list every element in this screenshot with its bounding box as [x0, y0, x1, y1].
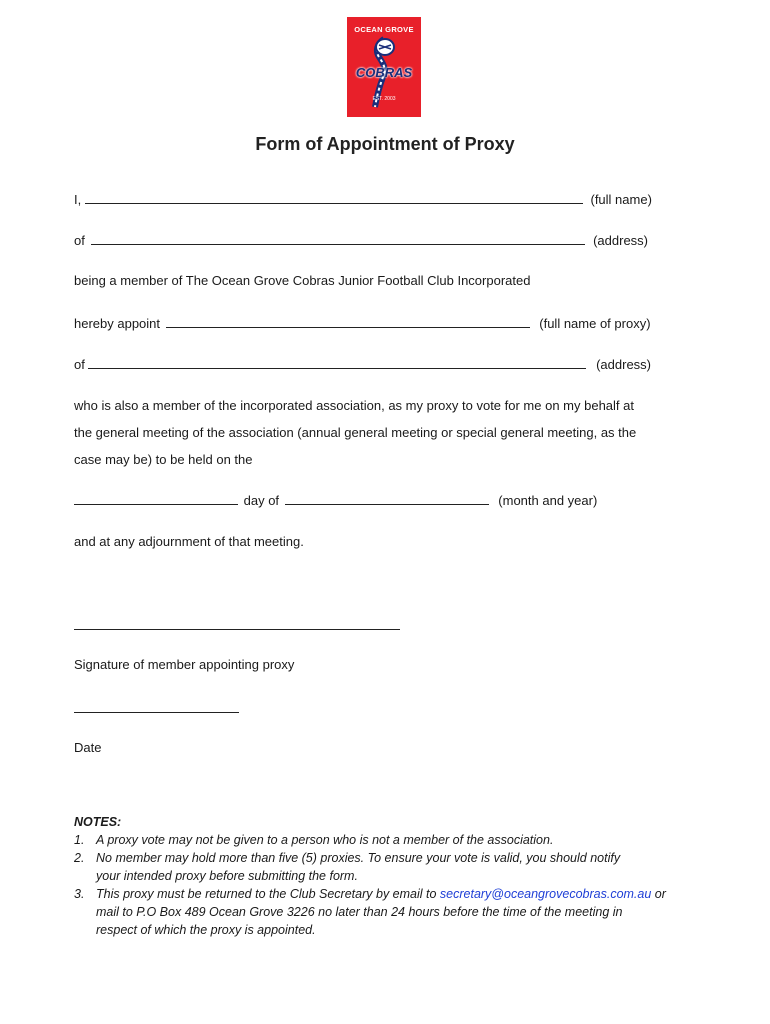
- month-year-label: (month and year): [498, 493, 598, 508]
- proxy-address-field[interactable]: [88, 356, 586, 369]
- purpose-line-3: case may be) to be held on the: [74, 452, 253, 467]
- notes-section: [74, 813, 754, 939]
- note-text-line: [96, 885, 754, 903]
- note-text: A proxy vote may not be given to a person who is not a member of the association.: [96, 833, 554, 847]
- logo-club-name: OCEAN GROVE: [354, 25, 414, 34]
- note-text-after-email: or: [651, 887, 666, 901]
- notes-heading: NOTES:: [74, 815, 122, 829]
- member-address-prefix: of: [74, 233, 85, 248]
- note-item: [74, 849, 754, 885]
- meeting-month-year-field[interactable]: [285, 492, 489, 505]
- day-of-label: day of: [243, 493, 280, 508]
- note-text-before-email: This proxy must be returned to the Club Secretary by email to: [96, 887, 440, 901]
- member-name-prefix: I,: [74, 192, 82, 207]
- club-logo: [347, 17, 421, 117]
- note-number: 1.: [74, 833, 85, 847]
- proxy-address-row: [74, 356, 651, 372]
- note-number: 3.: [74, 887, 85, 901]
- membership-statement: being a member of The Ocean Grove Cobras Junior Football Club Incorporated: [74, 273, 531, 288]
- purpose-line-2: the general meeting of the association (annual general meeting or special general meeting, as the: [74, 425, 637, 440]
- appoint-suffix: (full name of proxy): [539, 316, 651, 331]
- adjournment-text: and at any adjournment of that meeting.: [74, 534, 304, 549]
- meeting-date-row: [74, 492, 597, 508]
- note-item: [74, 885, 754, 939]
- member-name-suffix: (full name): [590, 192, 652, 207]
- note-item: [74, 831, 754, 849]
- member-address-row: [74, 232, 648, 248]
- note-number: 2.: [74, 851, 85, 865]
- logo-wordmark: COBRAS: [355, 65, 413, 80]
- proxy-address-suffix: (address): [596, 357, 652, 372]
- logo-established: EST. 2003: [372, 96, 396, 102]
- meeting-day-field[interactable]: [74, 492, 238, 505]
- signature-field[interactable]: [74, 629, 400, 630]
- proxy-name-field[interactable]: [166, 315, 530, 328]
- note-text-line: your intended proxy before submitting the form.: [96, 869, 358, 883]
- member-address-field[interactable]: [91, 232, 585, 245]
- secretary-email-link[interactable]: secretary@oceangrovecobras.com.au: [439, 887, 652, 901]
- note-text-line: mail to P.O Box 489 Ocean Grove 3226 no later than 24 hours before the time of the meeting in: [96, 905, 623, 919]
- note-text-line: respect of which the proxy is appointed.: [96, 923, 316, 937]
- proxy-address-prefix: of: [74, 357, 85, 372]
- page-title: Form of Appointment of Proxy: [255, 134, 515, 154]
- appoint-prefix: hereby appoint: [74, 316, 161, 331]
- signature-label: Signature of member appointing proxy: [74, 657, 295, 672]
- purpose-line-1: who is also a member of the incorporated association, as my proxy to vote for me on my behalf at: [74, 398, 634, 413]
- member-name-row: [74, 191, 652, 207]
- appoint-row: [74, 315, 651, 331]
- date-field[interactable]: [74, 712, 239, 713]
- member-name-field[interactable]: [85, 191, 583, 204]
- note-text-line: No member may hold more than five (5) proxies. To ensure your vote is valid, you should notify: [96, 851, 621, 865]
- member-address-suffix: (address): [593, 233, 649, 248]
- date-label: Date: [74, 740, 102, 755]
